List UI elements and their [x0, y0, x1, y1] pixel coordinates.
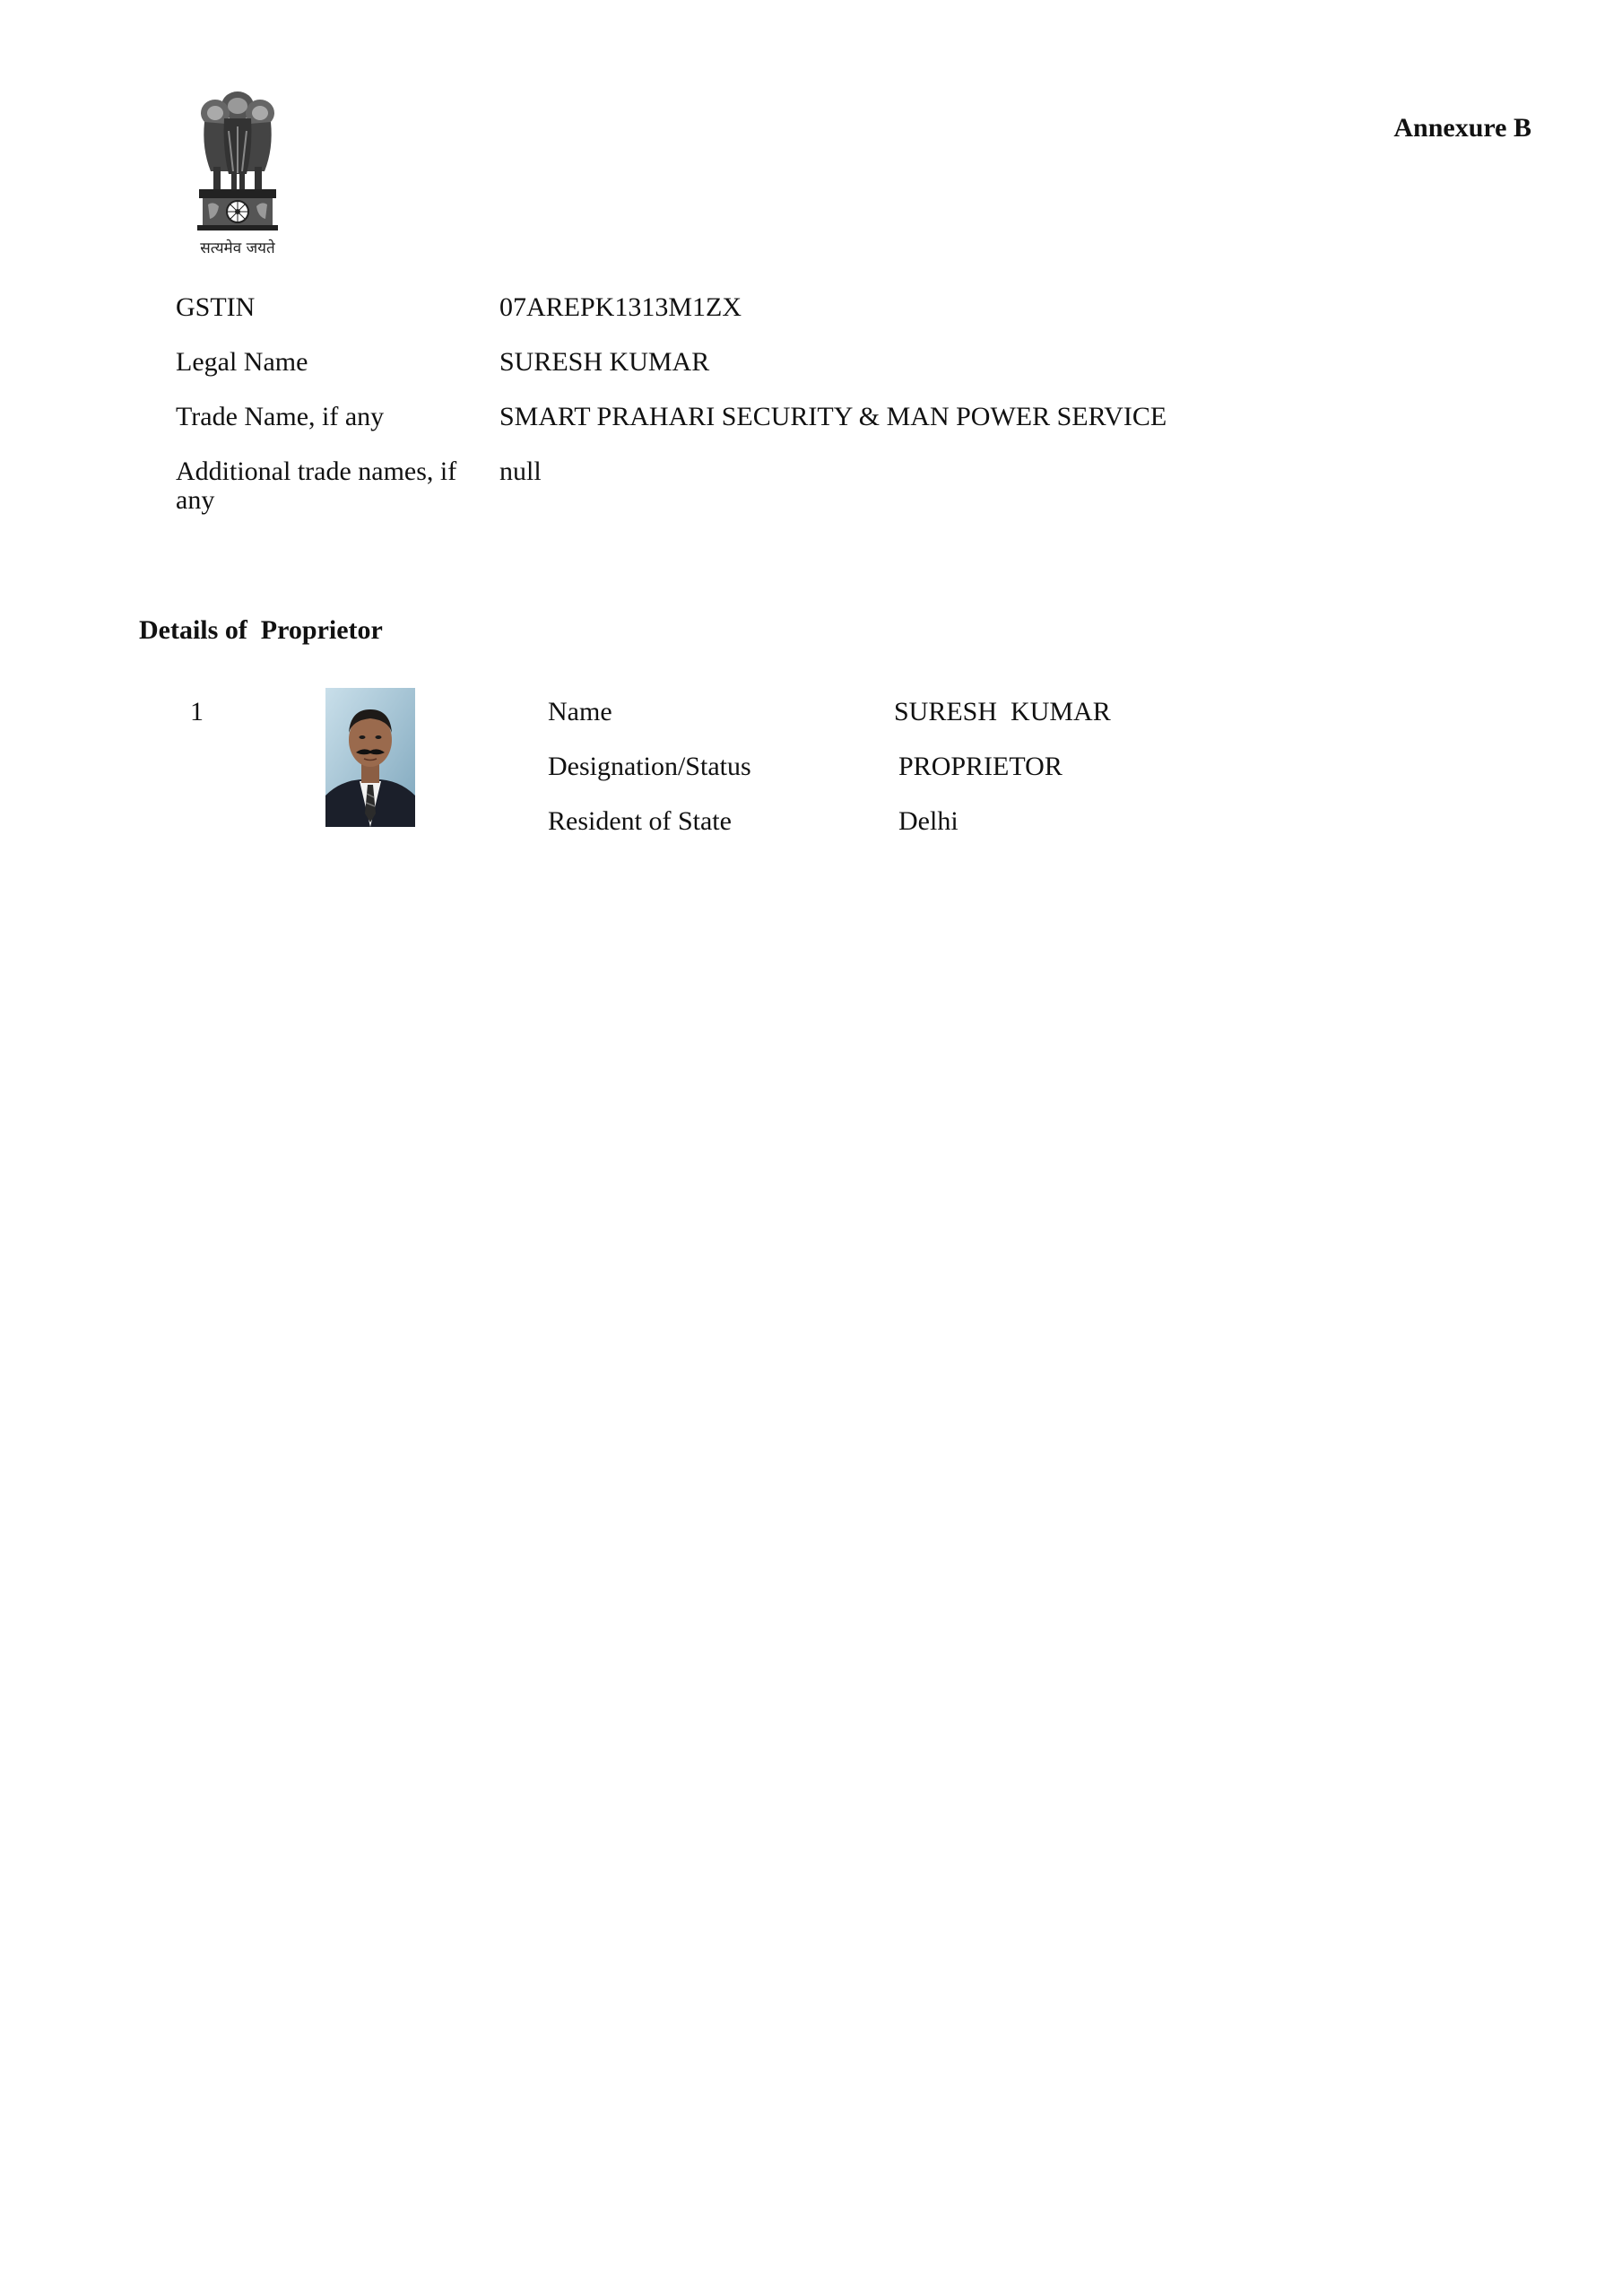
national-emblem-icon [179, 86, 296, 237]
field-label: GSTIN [176, 292, 256, 322]
proprietor-field-label-state: Resident of State [548, 806, 732, 836]
field-label: Additional trade names, if any [176, 457, 457, 515]
proprietor-number: 1 [190, 697, 204, 726]
field-value: 07AREPK1313M1ZX [499, 292, 742, 322]
field-label: Trade Name, if any [176, 402, 385, 431]
field-value: null [499, 457, 542, 486]
field-value: SURESH KUMAR [499, 347, 710, 377]
proprietor-field-value-name: SURESH KUMAR [894, 697, 1111, 726]
proprietor-photo [325, 688, 415, 827]
field-label: Legal Name [176, 347, 308, 377]
proprietor-field-value-state: Delhi [898, 806, 958, 836]
national-emblem [179, 86, 296, 265]
proprietor-field-label-designation: Designation/Status [548, 752, 751, 781]
section-title: Details of Proprietor [139, 615, 383, 645]
proprietor-field-label-name: Name [548, 697, 612, 726]
proprietor-field-value-designation: PROPRIETOR [898, 752, 1063, 781]
emblem-motto: सत्यमेव जयते [200, 239, 275, 257]
annexure-label: Annexure B [1393, 113, 1531, 143]
field-value: SMART PRAHARI SECURITY & MAN POWER SERVICE [499, 402, 1167, 431]
